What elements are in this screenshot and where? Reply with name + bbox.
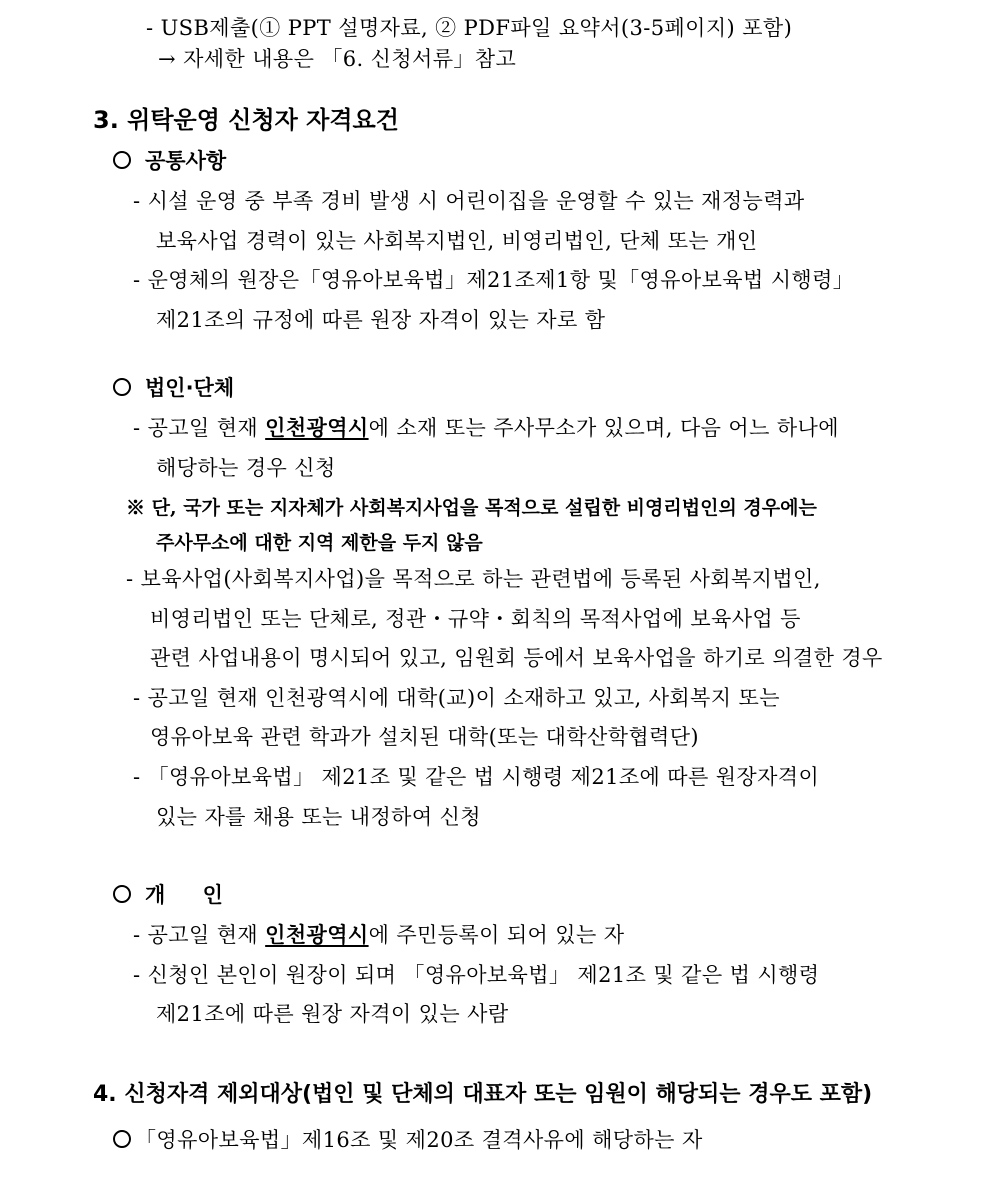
corp-line-4: 비영리법인 또는 단체로, 정관・규약・회칙의 목적사업에 보육사업 등 xyxy=(150,607,801,631)
circle-bullet-icon xyxy=(113,378,131,396)
common-label: 공통사항 xyxy=(145,149,227,173)
individual-line-2: - 신청인 본인이 원장이 되며 「영유아보육법」 제21조 및 같은 법 시행령 xyxy=(133,963,820,987)
section-3-title: 3. 위탁운영 신청자 자격요건 xyxy=(93,106,399,134)
corp-line-3: - 보육사업(사회복지사업)을 목적으로 하는 관련법에 등록된 사회복지법인, xyxy=(126,567,821,591)
corp-line-1 xyxy=(133,413,839,443)
corp-line-2: 해당하는 경우 신청 xyxy=(156,456,336,480)
city-name-underlined: 인천광역시 xyxy=(265,922,369,947)
section-4-text: 「영유아보육법」제16조 및 제20조 결격사유에 해당하는 자 xyxy=(135,1128,703,1152)
section-4-title: 4. 신청자격 제외대상(법인 및 단체의 대표자 또는 임원이 해당되는 경우도 포함) xyxy=(93,1082,873,1107)
corp-subheading xyxy=(113,373,234,403)
circle-bullet-icon xyxy=(113,1130,131,1148)
corp-line-9: 있는 자를 채용 또는 내정하여 신청 xyxy=(156,805,481,829)
reference-line: → 자세한 내용은 「6. 신청서류」참고 xyxy=(158,47,517,71)
usb-submission-line: - USB제출(① PPT 설명자료, ② PDF파일 요약서(3-5페이지) 포함) xyxy=(146,16,793,40)
corp-line-1-suffix: 에 소재 또는 주사무소가 있으며, 다음 어느 하나에 xyxy=(368,416,839,440)
corp-line-8: - 「영유아보육법」 제21조 및 같은 법 시행령 제21조에 따른 원장자격이 xyxy=(133,765,820,789)
common-subheading xyxy=(113,146,226,176)
individual-line-1 xyxy=(133,920,624,950)
common-line-3: - 운영체의 원장은「영유아보육법」제21조제1항 및「영유아보육법 시행령」 xyxy=(133,268,855,292)
city-name-underlined: 인천광역시 xyxy=(265,415,369,440)
individual-line-1-prefix: - 공고일 현재 xyxy=(133,923,266,947)
corp-line-1-prefix: - 공고일 현재 xyxy=(133,416,266,440)
corp-note-line-2: 주사무소에 대한 지역 제한을 두지 않음 xyxy=(156,532,483,554)
individual-line-1-suffix: 에 주민등록이 되어 있는 자 xyxy=(368,923,625,947)
corp-line-5: 관련 사업내용이 명시되어 있고, 임원회 등에서 보육사업을 하기로 의결한 경우 xyxy=(150,646,883,670)
corp-note-line-1: ※ 단, 국가 또는 지자체가 사회복지사업을 목적으로 설립한 비영리법인의 경우에는 xyxy=(126,497,817,519)
common-line-1: - 시설 운영 중 부족 경비 발생 시 어린이집을 운영할 수 있는 재정능력과 xyxy=(133,189,805,213)
corp-line-7: 영유아보육 관련 학과가 설치된 대학(또는 대학산학협력단) xyxy=(150,725,700,749)
circle-bullet-icon xyxy=(113,885,131,903)
individual-subheading xyxy=(113,880,223,910)
common-line-4: 제21조의 규정에 따른 원장 자격이 있는 자로 함 xyxy=(156,308,606,332)
circle-bullet-icon xyxy=(113,151,131,169)
corp-label: 법인·단체 xyxy=(145,376,235,400)
individual-label: 개 인 xyxy=(145,883,223,907)
section-4-line-1 xyxy=(113,1125,703,1155)
common-line-2: 보육사업 경력이 있는 사회복지법인, 비영리법인, 단체 또는 개인 xyxy=(156,229,758,253)
corp-line-6: - 공고일 현재 인천광역시에 대학(교)이 소재하고 있고, 사회복지 또는 xyxy=(133,686,780,710)
individual-line-3: 제21조에 따른 원장 자격이 있는 사람 xyxy=(156,1002,509,1026)
